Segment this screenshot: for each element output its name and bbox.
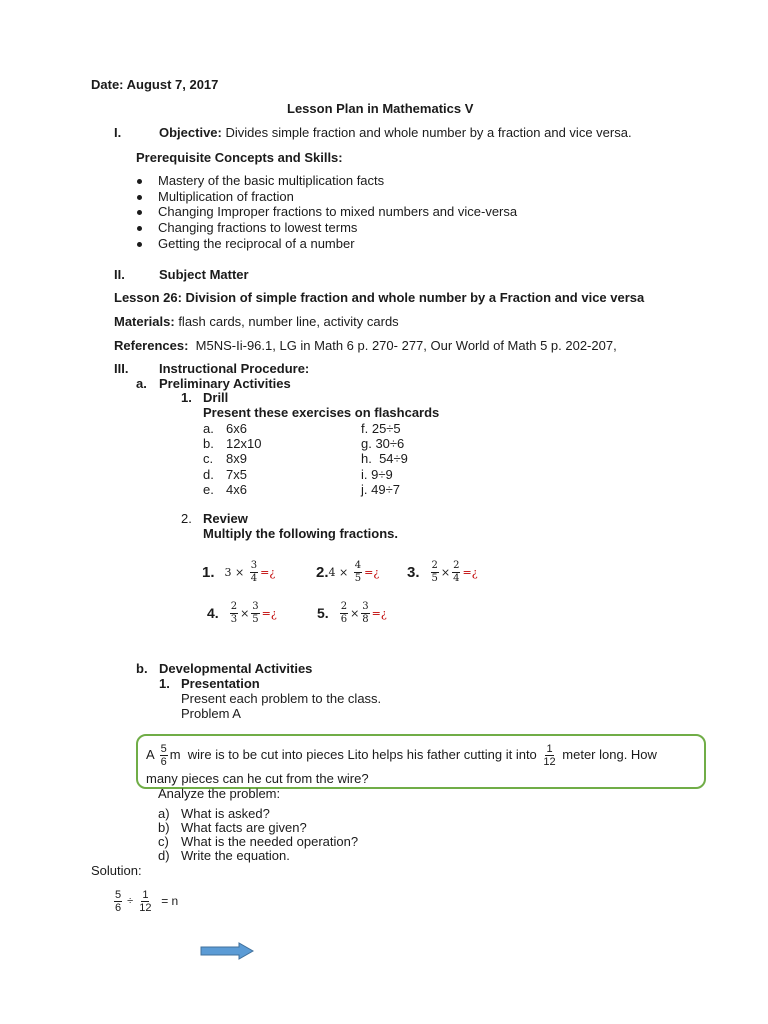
bullet-icon	[137, 226, 142, 231]
references-label: References:	[114, 338, 189, 353]
problem-label: Problem A	[181, 706, 241, 721]
exercise-text: j. 49÷7	[361, 482, 400, 497]
list-item: Getting the reciprocal of a number	[158, 236, 355, 251]
list-item: Changing Improper fractions to mixed numbers and vice-versa	[158, 204, 518, 219]
exercise-text: 8x9	[226, 451, 247, 466]
denominator: 4	[250, 572, 258, 584]
materials-label: Materials:	[114, 314, 175, 329]
drill-instruction: Present these exercises on flashcards	[203, 405, 440, 420]
exercise-text: f. 25÷5	[361, 421, 401, 436]
fraction	[114, 889, 122, 914]
unit: m	[169, 747, 181, 762]
materials-line	[114, 314, 399, 330]
solution-equation	[112, 886, 178, 916]
subsection-letter-a: a.	[136, 376, 147, 391]
equation-result: = n	[154, 894, 179, 908]
problem-text-line-2: many pieces can he cut from the wire?	[146, 771, 369, 786]
fraction	[431, 560, 439, 585]
answer-placeholder: =¿	[462, 565, 478, 579]
numerator: 4	[354, 559, 362, 571]
review-problem-3	[407, 557, 478, 587]
problem-middle-text: wire is to be cut into pieces Lito helps his father cutting it into	[180, 747, 541, 762]
review-instruction: Multiply the following fractions.	[203, 526, 398, 541]
bullet-icon	[137, 210, 142, 215]
exercise-letter: b.	[203, 436, 214, 451]
fraction	[138, 889, 152, 914]
problem-prefix: A	[146, 747, 158, 762]
subject-matter-heading: Subject Matter	[159, 267, 249, 282]
question-letter: d)	[158, 848, 170, 863]
exercise-text: 7x5	[226, 467, 247, 482]
numerator: 1	[546, 742, 553, 755]
list-item: Multiplication of fraction	[158, 189, 294, 204]
numerator: 3	[362, 600, 369, 612]
denominator: 6	[160, 755, 167, 768]
solution-label: Solution:	[91, 863, 142, 878]
procedure-heading: Instructional Procedure:	[159, 361, 310, 376]
divide-operator: ÷	[124, 895, 137, 907]
document-date: Date: August 7, 2017	[91, 77, 219, 92]
presentation-instruction: Present each problem to the class.	[181, 691, 382, 706]
exercise-text: i. 9÷9	[361, 467, 393, 482]
exercise-text: 12x10	[226, 436, 262, 451]
denominator: 6	[115, 901, 122, 914]
list-item: Changing fractions to lowest terms	[158, 220, 358, 235]
times-operator: ×	[440, 565, 451, 579]
denominator: 4	[453, 572, 460, 584]
exercise-letter: d.	[203, 467, 214, 482]
review-heading: Review	[203, 511, 248, 526]
exercise-text: g. 30÷6	[361, 436, 405, 451]
problem-expression	[429, 560, 478, 585]
denominator: 3	[230, 613, 238, 625]
whole-number: 4	[328, 565, 336, 579]
denominator: 12	[139, 901, 152, 914]
section-numeral-iii: III.	[114, 361, 129, 376]
fraction	[230, 601, 238, 626]
section-numeral-ii: II.	[114, 267, 125, 282]
materials-text: flash cards, number line, activity cards	[174, 314, 399, 329]
fraction	[452, 560, 460, 585]
exercise-text: 4x6	[226, 482, 247, 497]
section-numeral-i: I.	[114, 125, 122, 140]
problem-number: 2.	[316, 563, 329, 581]
bullet-icon	[137, 195, 142, 200]
question-letter: c)	[158, 834, 169, 849]
denominator: 8	[362, 613, 369, 625]
drill-heading: Drill	[203, 390, 229, 405]
denominator: 5	[354, 572, 362, 584]
bullet-icon	[137, 179, 142, 184]
presentation-heading: Presentation	[181, 676, 260, 691]
problem-suffix: meter long. How	[558, 747, 657, 762]
question-letter: a)	[158, 806, 170, 821]
objective-text: Divides simple fraction and whole number by a fraction and vice versa.	[221, 125, 632, 140]
denominator: 5	[252, 613, 259, 625]
problem-number: 3.	[407, 563, 420, 581]
page-title: Lesson Plan in Mathematics V	[287, 101, 474, 116]
drill-number: 1.	[181, 390, 192, 405]
question-text: What facts are given?	[181, 820, 307, 835]
problem-number: 4.	[207, 605, 219, 621]
problem-number: 5.	[317, 605, 329, 621]
denominator: 6	[340, 613, 348, 625]
objective-label: Objective:	[159, 125, 222, 140]
fraction	[354, 560, 362, 585]
numerator: 2	[230, 600, 238, 612]
question-text: What is asked?	[181, 806, 270, 821]
times-operator: ×	[335, 565, 352, 579]
numerator: 5	[160, 742, 167, 755]
question-text: Write the equation.	[181, 848, 290, 863]
answer-placeholder: =¿	[364, 565, 380, 579]
numerator: 5	[115, 888, 122, 901]
developmental-heading: Developmental Activities	[159, 661, 313, 676]
problem-text-line-1	[146, 739, 657, 771]
presentation-number: 1.	[159, 676, 170, 691]
numerator: 1	[142, 888, 149, 901]
exercise-letter: c.	[203, 451, 214, 466]
references-text: M5NS-Ii-96.1, LG in Math 6 p. 270- 277, Our World of Math 5 p. 202-207,	[188, 338, 617, 353]
fraction	[542, 743, 556, 768]
numerator: 2	[453, 559, 460, 571]
review-problem-4	[207, 598, 277, 628]
problem-expression	[225, 560, 276, 585]
problem-expression	[338, 601, 387, 626]
arrow-shape	[201, 943, 253, 959]
exercise-text: h. 54÷9	[361, 451, 408, 466]
fraction	[340, 601, 348, 626]
bullet-icon	[137, 242, 142, 247]
numerator: 3	[252, 600, 259, 612]
question-text: What is the needed operation?	[181, 834, 359, 849]
review-problem-2	[316, 557, 379, 587]
analyze-label: Analyze the problem:	[158, 786, 281, 801]
fraction	[361, 601, 369, 626]
denominator: 5	[431, 572, 438, 584]
objective-line	[159, 125, 632, 141]
problem-expression	[329, 560, 380, 585]
problem-expression	[228, 601, 277, 626]
times-operator: ×	[350, 606, 360, 620]
review-problem-1	[202, 557, 275, 587]
answer-placeholder: =¿	[261, 606, 277, 620]
exercise-letter: e.	[203, 482, 214, 497]
times-operator: ×	[231, 565, 248, 579]
answer-placeholder: =¿	[371, 606, 387, 620]
right-arrow-icon	[200, 942, 254, 960]
answer-placeholder: =¿	[260, 565, 276, 579]
numerator: 3	[250, 559, 258, 571]
exercise-text: 6x6	[226, 421, 247, 436]
lesson-title: Lesson 26: Division of simple fraction and whole number by a Fraction and vice versa	[114, 290, 645, 305]
denominator: 12	[543, 755, 556, 768]
list-item: Mastery of the basic multiplication facts	[158, 173, 385, 188]
fraction	[250, 560, 258, 585]
review-number: 2.	[181, 511, 192, 526]
fraction	[251, 601, 259, 626]
problem-number: 1.	[202, 563, 215, 581]
references-line	[114, 338, 617, 354]
whole-number: 3	[224, 565, 232, 579]
numerator: 2	[431, 559, 438, 571]
preliminary-heading: Preliminary Activities	[159, 376, 291, 391]
review-problem-5	[317, 598, 387, 628]
subsection-letter-b: b.	[136, 661, 148, 676]
times-operator: ×	[240, 606, 250, 620]
prerequisites-title: Prerequisite Concepts and Skills:	[136, 150, 343, 165]
question-letter: b)	[158, 820, 170, 835]
exercise-letter: a.	[203, 421, 214, 436]
numerator: 2	[340, 600, 348, 612]
fraction	[160, 743, 168, 768]
